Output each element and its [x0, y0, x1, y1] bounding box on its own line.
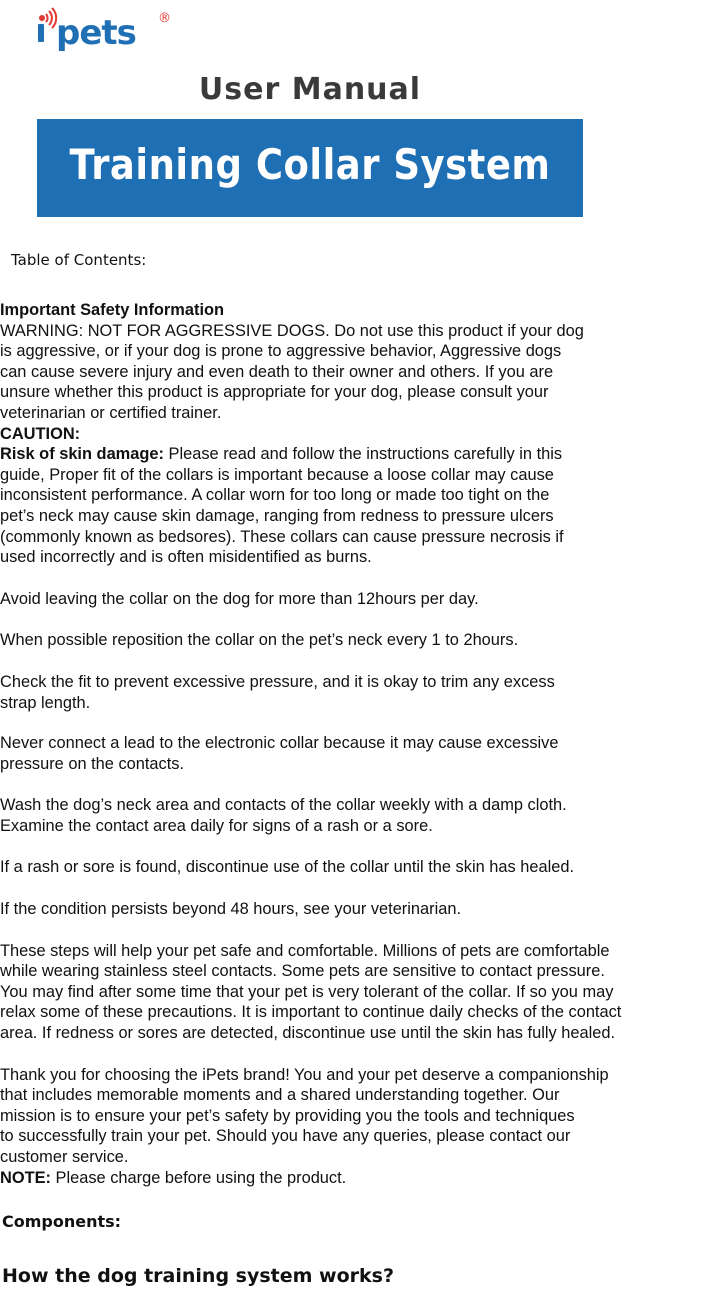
safety-section — [0, 300, 710, 1188]
ipets-logo — [30, 2, 180, 52]
svg-text:®: ® — [158, 11, 171, 26]
skin-damage-paragraph — [0, 444, 710, 568]
skin-damage-label: Risk of skin damage: — [0, 445, 164, 464]
skin-damage-text: Please read and follow the instructions carefully in this guide, Proper fit of the collars is important because a loose collar may cause inconsistent performance. A collar worn for too long or made too tight on the pet’s neck may cause skin damage, ranging from redness to pressure ulcers (commonly known as bedsores). These collars can cause pressure necrosis if used incorrectly and is often misidentified as burns. — [0, 445, 564, 567]
paragraph-7: If the condition persists beyond 48 hours, see your veterinarian. — [0, 900, 462, 919]
paragraph-8: These steps will help your pet safe and comfortable. Millions of pets are comfortable while wearing stainless steel contacts. Some pets are sensitive to contact pressure. You may find after some time that your pet is very tolerant of the collar. If so you may relax some of these precautions. It is important to continue daily checks of the contact area. If redness or sores are detected, discontinue use until the skin has fully healed. — [0, 941, 622, 1043]
warning-paragraph: WARNING: NOT FOR AGGRESSIVE DOGS. Do not use this product if your dog is aggressive, or if your dog is prone to aggressive behavior, Aggressive dogs can cause severe injury and even death to their owner and others. If you are unsure whether this product is appropriate for your dog, please consult your veterinarian or certified trainer. — [0, 321, 584, 422]
note-label: NOTE: — [0, 1168, 51, 1187]
safety-heading: Important Safety Information — [0, 301, 225, 319]
toc-label: Table of Contents: — [11, 251, 147, 269]
ipets-logo-icon — [30, 2, 180, 52]
paragraph-3: Check the fit to prevent excessive pressure, and it is okay to trim any excess strap length. — [0, 672, 555, 712]
svg-text:pets: pets — [56, 13, 136, 52]
manual-title: User Manual — [198, 72, 422, 107]
paragraph-5: Wash the dog’s neck area and contacts of the collar weekly with a damp cloth. Examine the contact area daily for signs of a rash or a sore. — [0, 796, 567, 835]
paragraph-9: Thank you for choosing the iPets brand! You and your pet deserve a companionship that includes memorable moments and a shared understanding together. Our mission is to ensure your pet’s safety by providing you the tools and techniques to successfully train your pet. Should you have any queries, please contact our customer service. — [0, 1065, 609, 1166]
paragraph-6: If a rash or sore is found, discontinue use of the collar until the skin has healed. — [0, 858, 575, 877]
paragraph-1: Avoid leaving the collar on the dog for more than 12hours per day. — [0, 589, 479, 608]
note-paragraph — [0, 1168, 710, 1189]
title-banner — [37, 119, 583, 217]
banner-title: Training Collar System — [69, 141, 551, 190]
caution-label: CAUTION: — [0, 424, 81, 443]
note-text: Please charge before using the product. — [51, 1168, 347, 1187]
components-heading: Components: — [2, 1212, 122, 1231]
paragraph-2: When possible reposition the collar on the pet’s neck every 1 to 2hours. — [0, 631, 519, 650]
how-it-works-heading: How the dog training system works? — [2, 1265, 394, 1287]
paragraph-4: Never connect a lead to the electronic collar because it may cause excessive pressure on the contacts. — [0, 734, 559, 773]
